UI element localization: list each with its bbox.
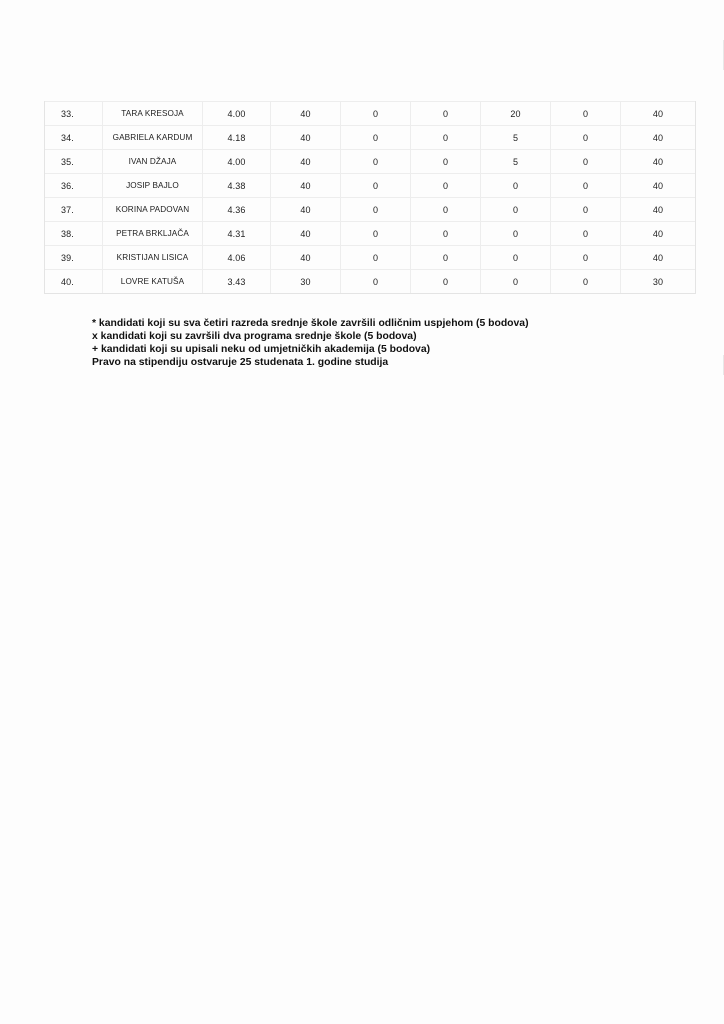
points-column-2: 0: [341, 126, 411, 149]
results-table: [44, 101, 696, 294]
table-row: [45, 101, 695, 125]
points-column-4: 0: [481, 198, 551, 221]
points-column-3: 0: [411, 150, 481, 173]
table-row: [45, 149, 695, 173]
points-column-2: 0: [341, 222, 411, 245]
grade-average: 4.00: [203, 102, 271, 125]
student-name: LOVRE KATUŠA: [103, 270, 203, 293]
student-name: GABRIELA KARDUM: [103, 126, 203, 149]
points-column-5: 0: [551, 198, 621, 221]
points-column-2: 0: [341, 150, 411, 173]
points-column-1: 40: [271, 222, 341, 245]
points-total: 40: [652, 156, 664, 167]
points-column-5: 0: [551, 150, 621, 173]
table-row: [45, 173, 695, 197]
points-column-1: 40: [271, 198, 341, 221]
student-name: TARA KRESOJA: [103, 102, 203, 125]
points-total: 40: [652, 228, 664, 239]
row-number: 34.: [45, 126, 103, 149]
row-number: 33.: [45, 102, 103, 125]
points-column-3: 0: [411, 174, 481, 197]
points-column-3: 0: [411, 222, 481, 245]
points-column-4: 0: [481, 270, 551, 293]
points-total: 40: [652, 180, 664, 191]
grade-average: 3.43: [203, 270, 271, 293]
points-column-1: 40: [271, 126, 341, 149]
points-column-4: 20: [481, 102, 551, 125]
points-column-5: 0: [551, 126, 621, 149]
scholarship-note: Pravo na stipendiju ostvaruje 25 studenata 1. godine studija: [92, 357, 389, 368]
footnotes: [92, 317, 692, 369]
points-column-5: 0: [551, 102, 621, 125]
row-number: 39.: [45, 246, 103, 269]
student-name: KORINA PADOVAN: [103, 198, 203, 221]
table-row: [45, 245, 695, 269]
footnote-excellent-success: * kandidati koji su sva četiri razreda srednje škole završili odličnim uspjehom (5 bodova): [92, 318, 529, 329]
points-column-2: 0: [341, 102, 411, 125]
row-number: 35.: [45, 150, 103, 173]
points-total: 40: [652, 252, 664, 263]
points-total: 40: [652, 132, 664, 143]
points-column-2: 0: [341, 246, 411, 269]
points-column-4: 0: [481, 222, 551, 245]
points-column-3: 0: [411, 126, 481, 149]
points-total: 40: [652, 108, 664, 119]
points-column-4: 5: [481, 150, 551, 173]
points-column-5: 0: [551, 270, 621, 293]
table-row: [45, 221, 695, 245]
table-row: [45, 197, 695, 221]
points-column-2: 0: [341, 270, 411, 293]
row-number: 38.: [45, 222, 103, 245]
points-total: 30: [652, 276, 664, 287]
grade-average: 4.38: [203, 174, 271, 197]
points-column-4: 0: [481, 174, 551, 197]
grade-average: 4.00: [203, 150, 271, 173]
points-column-3: 0: [411, 198, 481, 221]
grade-average: 4.06: [203, 246, 271, 269]
row-number: 40.: [45, 270, 103, 293]
row-number: 36.: [45, 174, 103, 197]
points-column-3: 0: [411, 102, 481, 125]
footnote-art-academy: + kandidati koji su upisali neku od umjetničkih akademija (5 bodova): [92, 344, 431, 355]
points-column-1: 40: [271, 150, 341, 173]
points-column-2: 0: [341, 174, 411, 197]
points-total: 40: [652, 204, 664, 215]
table-row: [45, 125, 695, 149]
points-column-3: 0: [411, 246, 481, 269]
points-column-1: 40: [271, 102, 341, 125]
points-column-5: 0: [551, 174, 621, 197]
student-name: KRISTIJAN LISICA: [103, 246, 203, 269]
grade-average: 4.31: [203, 222, 271, 245]
footnote-two-programs: x kandidati koji su završili dva programa srednje škole (5 bodova): [92, 331, 417, 342]
student-name: IVAN DŽAJA: [103, 150, 203, 173]
points-column-1: 40: [271, 246, 341, 269]
points-column-4: 5: [481, 126, 551, 149]
points-column-2: 0: [341, 198, 411, 221]
row-number: 37.: [45, 198, 103, 221]
grade-average: 4.36: [203, 198, 271, 221]
grade-average: 4.18: [203, 126, 271, 149]
student-name: JOSIP BAJLO: [103, 174, 203, 197]
points-column-4: 0: [481, 246, 551, 269]
table-row: [45, 269, 695, 293]
points-column-5: 0: [551, 246, 621, 269]
points-column-1: 40: [271, 174, 341, 197]
points-column-3: 0: [411, 270, 481, 293]
points-column-5: 0: [551, 222, 621, 245]
points-column-1: 30: [271, 270, 341, 293]
student-name: PETRA BRKLJAČA: [103, 222, 203, 245]
